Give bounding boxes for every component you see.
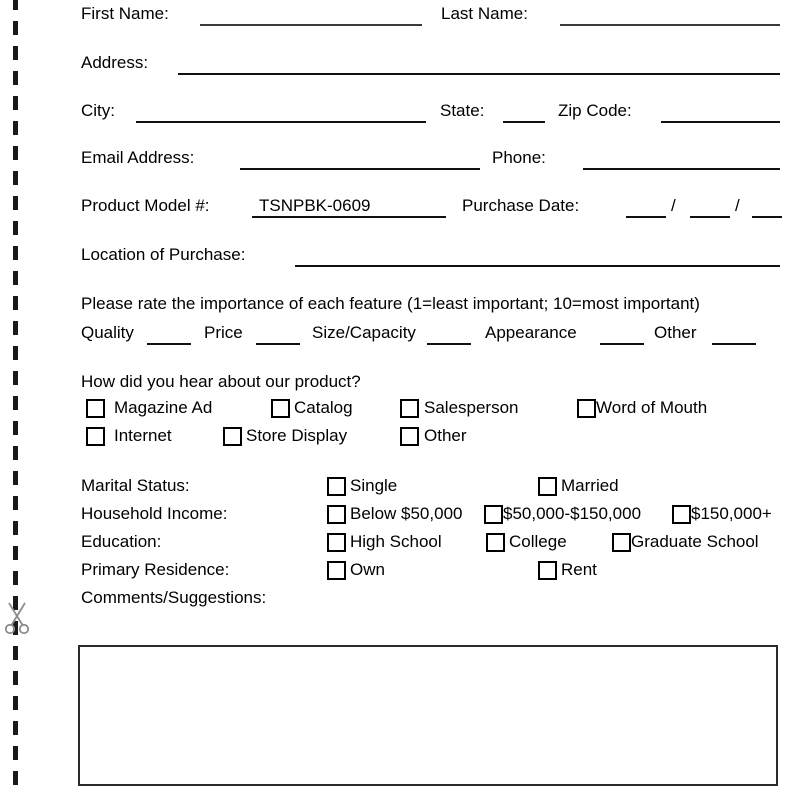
- checkbox-other-awareness[interactable]: [400, 427, 419, 446]
- checkbox-store-display[interactable]: [223, 427, 242, 446]
- education-label: Education:: [81, 532, 162, 551]
- city-label: City:: [81, 101, 115, 120]
- purchase-date-year-input[interactable]: [752, 216, 782, 218]
- rating-input-size-capacity[interactable]: [427, 343, 471, 345]
- first-name-input[interactable]: [200, 24, 422, 26]
- first-name-label: First Name:: [81, 4, 169, 23]
- address-label: Address:: [81, 53, 149, 72]
- zip-code-input[interactable]: [661, 121, 780, 123]
- rating-label-quality: Quality: [81, 323, 134, 342]
- address-input[interactable]: [178, 73, 780, 75]
- state-input[interactable]: [503, 121, 545, 123]
- checkbox-income-above-150k[interactable]: [672, 505, 691, 524]
- checkbox-label-high-school[interactable]: High School: [350, 532, 442, 551]
- location-of-purchase-input[interactable]: [295, 265, 780, 267]
- checkbox-label-own[interactable]: Own: [350, 560, 385, 579]
- rating-instruction: Please rate the importance of each feature (1=least important; 10=most important): [81, 294, 700, 313]
- state-label: State:: [440, 101, 485, 120]
- checkbox-label-store-display[interactable]: Store Display: [246, 426, 348, 445]
- email-address-input[interactable]: [240, 168, 480, 170]
- zip-code-label: Zip Code:: [558, 101, 632, 120]
- marital-status-label: Marital Status:: [81, 476, 190, 495]
- purchase-date-day-input[interactable]: [690, 216, 730, 218]
- purchase-date-label: Purchase Date:: [462, 196, 580, 215]
- primary-residence-label: Primary Residence:: [81, 560, 230, 579]
- checkbox-label-single[interactable]: Single: [350, 476, 398, 495]
- comments-label: Comments/Suggestions:: [81, 588, 267, 607]
- checkbox-label-income-50k-150k[interactable]: $50,000-$150,000: [503, 504, 642, 523]
- checkbox-own[interactable]: [327, 561, 346, 580]
- household-income-label: Household Income:: [81, 504, 228, 523]
- checkbox-income-50k-150k[interactable]: [484, 505, 503, 524]
- product-model-value[interactable]: TSNPBK-0609: [259, 196, 371, 215]
- checkbox-label-other-awareness[interactable]: Other: [424, 426, 467, 445]
- checkbox-label-rent[interactable]: Rent: [561, 560, 597, 579]
- checkbox-graduate-school[interactable]: [612, 533, 631, 552]
- checkbox-word-of-mouth[interactable]: [577, 399, 596, 418]
- purchase-date-sep-1: /: [671, 196, 676, 215]
- purchase-date-month-input[interactable]: [626, 216, 666, 218]
- checkbox-label-college[interactable]: College: [509, 532, 567, 551]
- checkbox-magazine-ad[interactable]: [86, 399, 105, 418]
- product-model-rule: [252, 216, 446, 218]
- checkbox-label-word-of-mouth[interactable]: Word of Mouth: [596, 398, 708, 417]
- awareness-question: How did you hear about our product?: [81, 372, 361, 391]
- rating-input-price[interactable]: [256, 343, 300, 345]
- checkbox-high-school[interactable]: [327, 533, 346, 552]
- checkbox-label-magazine-ad[interactable]: Magazine Ad: [114, 398, 213, 417]
- checkbox-catalog[interactable]: [271, 399, 290, 418]
- checkbox-label-married[interactable]: Married: [561, 476, 619, 495]
- phone-label: Phone:: [492, 148, 546, 167]
- rating-label-price: Price: [204, 323, 243, 342]
- rating-input-other[interactable]: [712, 343, 756, 345]
- checkbox-label-catalog[interactable]: Catalog: [294, 398, 353, 417]
- scissors-icon: [2, 600, 32, 636]
- checkbox-label-income-below-50k[interactable]: Below $50,000: [350, 504, 463, 523]
- checkbox-income-below-50k[interactable]: [327, 505, 346, 524]
- checkbox-married[interactable]: [538, 477, 557, 496]
- checkbox-rent[interactable]: [538, 561, 557, 580]
- rating-input-appearance[interactable]: [600, 343, 644, 345]
- checkbox-label-income-above-150k[interactable]: $150,000+: [691, 504, 772, 523]
- checkbox-label-internet[interactable]: Internet: [114, 426, 172, 445]
- rating-label-other: Other: [654, 323, 697, 342]
- last-name-label: Last Name:: [441, 4, 528, 23]
- rating-label-appearance: Appearance: [485, 323, 577, 342]
- product-model-label: Product Model #:: [81, 196, 210, 215]
- comments-textarea[interactable]: [78, 645, 778, 786]
- city-input[interactable]: [136, 121, 426, 123]
- checkbox-single[interactable]: [327, 477, 346, 496]
- checkbox-internet[interactable]: [86, 427, 105, 446]
- purchase-date-sep-2: /: [735, 196, 740, 215]
- rating-label-size-capacity: Size/Capacity: [312, 323, 416, 342]
- checkbox-college[interactable]: [486, 533, 505, 552]
- email-address-label: Email Address:: [81, 148, 195, 167]
- checkbox-label-graduate-school[interactable]: Graduate School: [631, 532, 759, 551]
- phone-input[interactable]: [583, 168, 780, 170]
- location-of-purchase-label: Location of Purchase:: [81, 245, 246, 264]
- last-name-input[interactable]: [560, 24, 780, 26]
- checkbox-label-salesperson[interactable]: Salesperson: [424, 398, 519, 417]
- rating-input-quality[interactable]: [147, 343, 191, 345]
- cut-line-dashed: [13, 0, 18, 796]
- checkbox-salesperson[interactable]: [400, 399, 419, 418]
